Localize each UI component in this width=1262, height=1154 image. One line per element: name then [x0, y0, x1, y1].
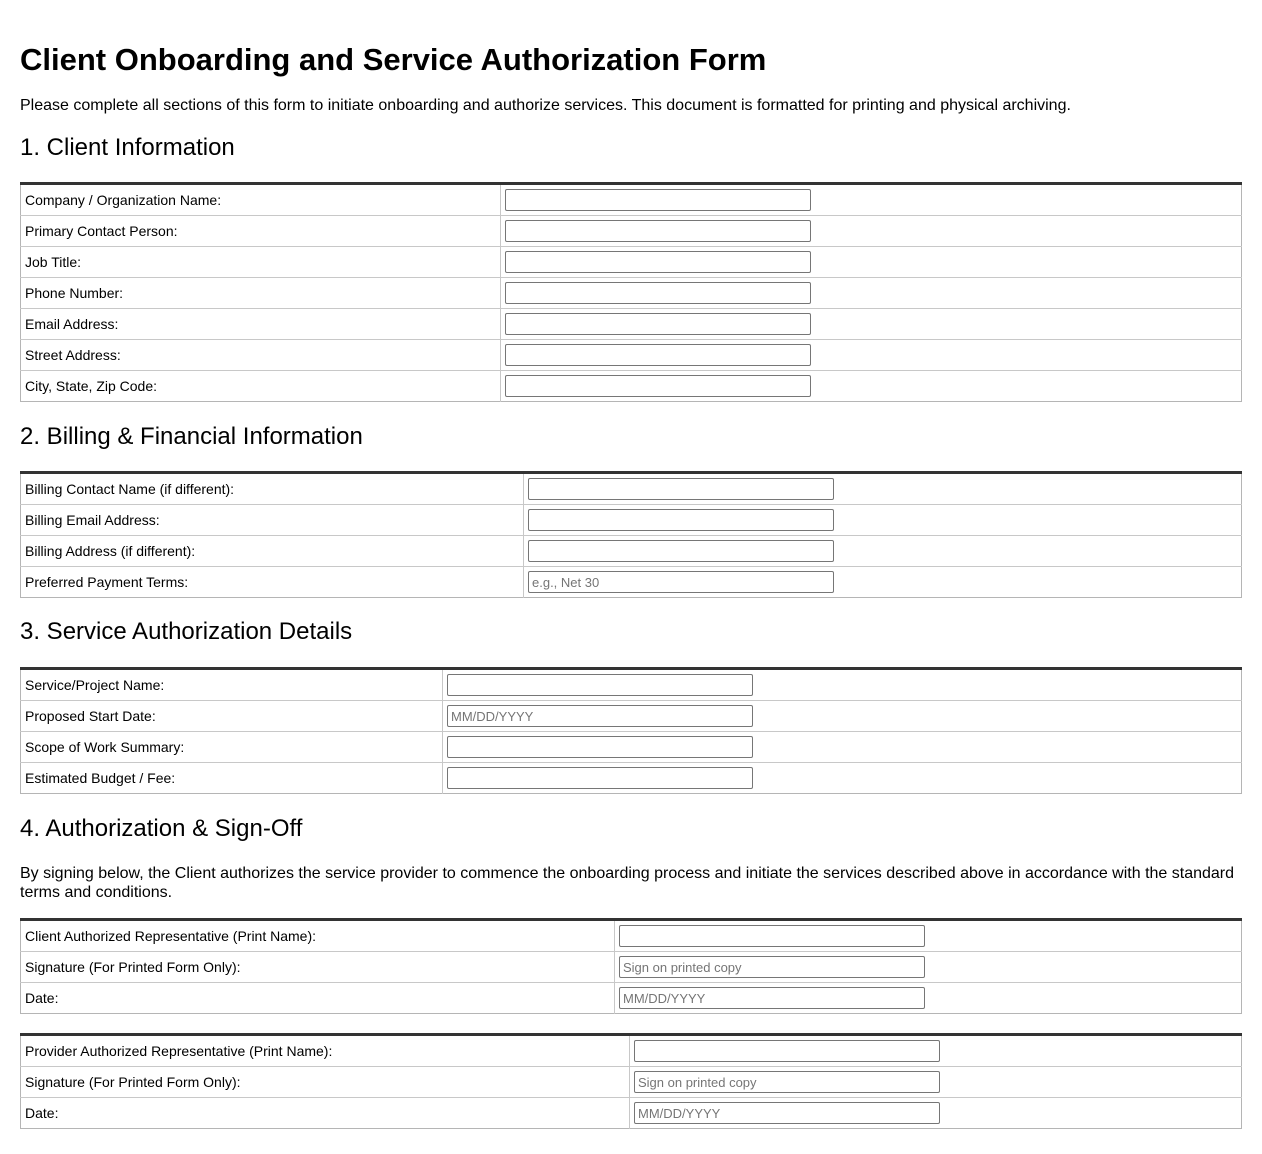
primary-contact-input[interactable] — [505, 220, 811, 242]
provider-signoff-table — [20, 1033, 1242, 1129]
section-heading-service-authorization: 3. Service Authorization Details — [20, 618, 353, 645]
table-row — [21, 184, 1242, 216]
page-title: Client Onboarding and Service Authorization Form — [20, 42, 767, 77]
phone-number-input[interactable] — [505, 282, 811, 304]
field-label: Client Authorized Representative (Print Name): — [21, 920, 615, 952]
client-information-table — [20, 182, 1242, 402]
field-label: Company / Organization Name: — [21, 184, 501, 216]
company-name-input[interactable] — [505, 189, 811, 211]
field-label: Provider Authorized Representative (Print Name): — [21, 1035, 630, 1067]
table-row — [21, 669, 1242, 701]
field-label: Preferred Payment Terms: — [21, 567, 524, 598]
field-label: Date: — [21, 1098, 630, 1129]
section-heading-sign-off: 4. Authorization & Sign-Off — [20, 815, 303, 842]
table-row — [21, 340, 1242, 371]
table-row — [21, 278, 1242, 309]
field-label: City, State, Zip Code: — [21, 371, 501, 402]
field-label: Estimated Budget / Fee: — [21, 763, 443, 794]
authorization-statement: By signing below, the Client authorizes the service provider to commence the onboarding process and initiate the services described above in accordance with the standard terms and conditions. — [20, 865, 1235, 901]
job-title-input[interactable] — [505, 251, 811, 273]
service-project-name-input[interactable] — [447, 674, 753, 696]
table-row — [21, 763, 1242, 794]
table-row — [21, 536, 1242, 567]
payment-terms-input[interactable] — [528, 571, 834, 593]
table-row — [21, 505, 1242, 536]
field-label: Signature (For Printed Form Only): — [21, 1067, 630, 1098]
field-label: Service/Project Name: — [21, 669, 443, 701]
table-row — [21, 732, 1242, 763]
table-row — [21, 247, 1242, 278]
client-signoff-table — [20, 918, 1242, 1014]
provider-representative-name-input[interactable] — [634, 1040, 940, 1062]
table-row — [21, 1098, 1242, 1129]
field-label: Signature (For Printed Form Only): — [21, 952, 615, 983]
field-label: Billing Address (if different): — [21, 536, 524, 567]
billing-email-input[interactable] — [528, 509, 834, 531]
table-row — [21, 701, 1242, 732]
field-label: Email Address: — [21, 309, 501, 340]
field-label: Date: — [21, 983, 615, 1014]
table-row — [21, 216, 1242, 247]
table-row — [21, 371, 1242, 402]
table-row — [21, 1035, 1242, 1067]
service-authorization-table — [20, 667, 1242, 794]
proposed-start-date-input[interactable] — [447, 705, 753, 727]
table-row — [21, 952, 1242, 983]
estimated-budget-input[interactable] — [447, 767, 753, 789]
field-label: Billing Email Address: — [21, 505, 524, 536]
billing-information-table — [20, 471, 1242, 598]
field-label: Scope of Work Summary: — [21, 732, 443, 763]
client-representative-name-input[interactable] — [619, 925, 925, 947]
field-label: Billing Contact Name (if different): — [21, 473, 524, 505]
billing-address-input[interactable] — [528, 540, 834, 562]
provider-signature-input[interactable] — [634, 1071, 940, 1093]
table-row — [21, 473, 1242, 505]
table-row — [21, 567, 1242, 598]
field-label: Primary Contact Person: — [21, 216, 501, 247]
client-signature-input[interactable] — [619, 956, 925, 978]
section-heading-client-information: 1. Client Information — [20, 134, 235, 161]
scope-of-work-input[interactable] — [447, 736, 753, 758]
table-row — [21, 1067, 1242, 1098]
section-heading-billing: 2. Billing & Financial Information — [20, 423, 363, 450]
client-date-input[interactable] — [619, 987, 925, 1009]
city-state-zip-input[interactable] — [505, 375, 811, 397]
billing-contact-name-input[interactable] — [528, 478, 834, 500]
email-address-input[interactable] — [505, 313, 811, 335]
street-address-input[interactable] — [505, 344, 811, 366]
table-row — [21, 920, 1242, 952]
table-row — [21, 309, 1242, 340]
intro-text: Please complete all sections of this form to initiate onboarding and authorize services. This document is formatted for printing and physical archiving. — [20, 97, 1071, 114]
field-label: Job Title: — [21, 247, 501, 278]
table-row — [21, 983, 1242, 1014]
provider-date-input[interactable] — [634, 1102, 940, 1124]
field-label: Street Address: — [21, 340, 501, 371]
field-label: Phone Number: — [21, 278, 501, 309]
field-label: Proposed Start Date: — [21, 701, 443, 732]
